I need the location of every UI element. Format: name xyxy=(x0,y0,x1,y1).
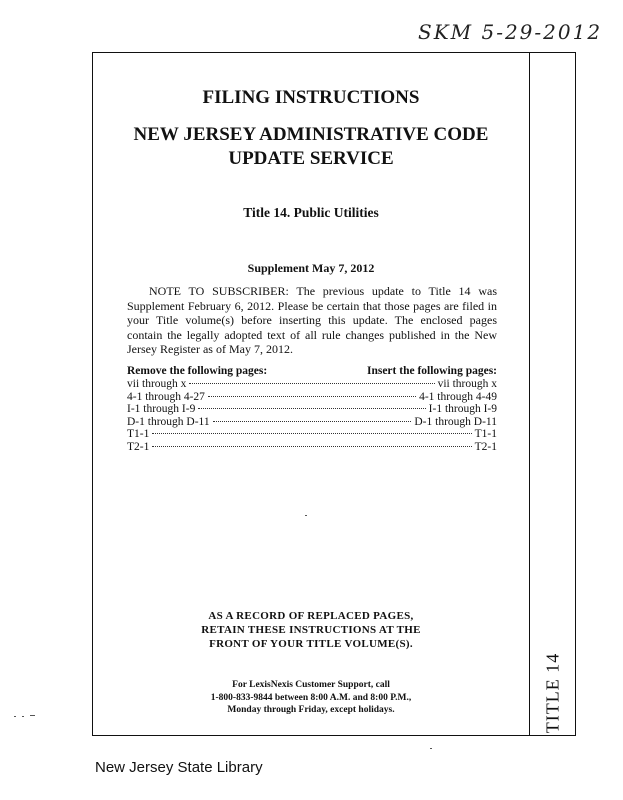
dot-leader xyxy=(152,446,471,447)
page-row xyxy=(127,428,497,441)
record-notice-line1: AS A RECORD OF REPLACED PAGES, xyxy=(208,610,414,622)
scan-speck xyxy=(22,716,24,717)
page-row xyxy=(127,403,497,416)
subscriber-note: NOTE TO SUBSCRIBER: The previous update to Title 14 was Supplement February 6, 2012. Please be certain that those pages are filed in your Title volume(s) before inserting this update. The enclosed pages contain the legally adopted text of all rule changes published in the New Jersey Register as of May 7, 2012. xyxy=(127,284,497,356)
support-line3: Monday through Friday, except holidays. xyxy=(227,705,395,715)
dot-leader xyxy=(189,383,434,384)
page-replacement-list xyxy=(127,365,497,453)
code-heading xyxy=(93,123,529,171)
scan-speck xyxy=(14,716,16,717)
code-heading-line1: NEW JERSEY ADMINISTRATIVE CODE xyxy=(133,124,489,145)
remove-pages: D-1 through D-11 xyxy=(127,415,210,428)
supplement-date: Supplement May 7, 2012 xyxy=(247,261,375,275)
page-row xyxy=(127,378,497,391)
page-list-header xyxy=(127,365,497,378)
record-notice xyxy=(93,609,529,651)
dot-leader xyxy=(208,396,416,397)
document-frame xyxy=(92,52,576,736)
handwritten-note: SKM 5-29-2012 xyxy=(418,20,603,44)
insert-pages: 4-1 through 4-49 xyxy=(419,390,497,403)
insert-pages: vii through x xyxy=(437,378,497,390)
dot-leader xyxy=(152,433,471,434)
scan-speck xyxy=(305,515,307,516)
title-heading: Title 14. Public Utilities xyxy=(243,205,379,220)
support-line2: 1-800-833-9844 between 8:00 A.M. and 8:00 P.M., xyxy=(210,692,412,703)
library-footer: New Jersey State Library xyxy=(95,759,263,776)
remove-pages: I-1 through I-9 xyxy=(127,403,196,415)
page-row xyxy=(127,416,497,429)
customer-support-info xyxy=(93,679,529,717)
insert-heading: Insert the following pages: xyxy=(366,365,497,377)
support-line1: For LexisNexis Customer Support, call xyxy=(232,680,390,690)
scan-speck xyxy=(30,715,35,716)
main-panel xyxy=(93,53,530,735)
page-row xyxy=(127,391,497,404)
page-row xyxy=(127,441,497,454)
side-tab-strip xyxy=(530,53,575,735)
scan-speck xyxy=(430,748,432,749)
remove-pages: vii through x xyxy=(127,378,187,390)
side-title-label: TITLE 14 xyxy=(542,652,562,734)
code-heading-line2: UPDATE SERVICE xyxy=(228,148,394,169)
insert-pages: I-1 through I-9 xyxy=(428,403,497,415)
dot-leader xyxy=(198,408,425,409)
insert-pages: D-1 through D-11 xyxy=(414,415,497,428)
filing-instructions-heading: FILING INSTRUCTIONS xyxy=(202,87,420,108)
insert-pages: T1-1 xyxy=(474,428,497,440)
dot-leader xyxy=(213,421,412,422)
record-notice-line3: FRONT OF YOUR TITLE VOLUME(S). xyxy=(209,638,413,650)
remove-pages: T1-1 xyxy=(127,428,150,440)
remove-pages: T2-1 xyxy=(127,440,150,453)
record-notice-line2: RETAIN THESE INSTRUCTIONS AT THE xyxy=(201,624,421,636)
remove-heading: Remove the following pages: xyxy=(127,365,268,377)
insert-pages: T2-1 xyxy=(474,440,497,453)
remove-pages: 4-1 through 4-27 xyxy=(127,390,205,403)
